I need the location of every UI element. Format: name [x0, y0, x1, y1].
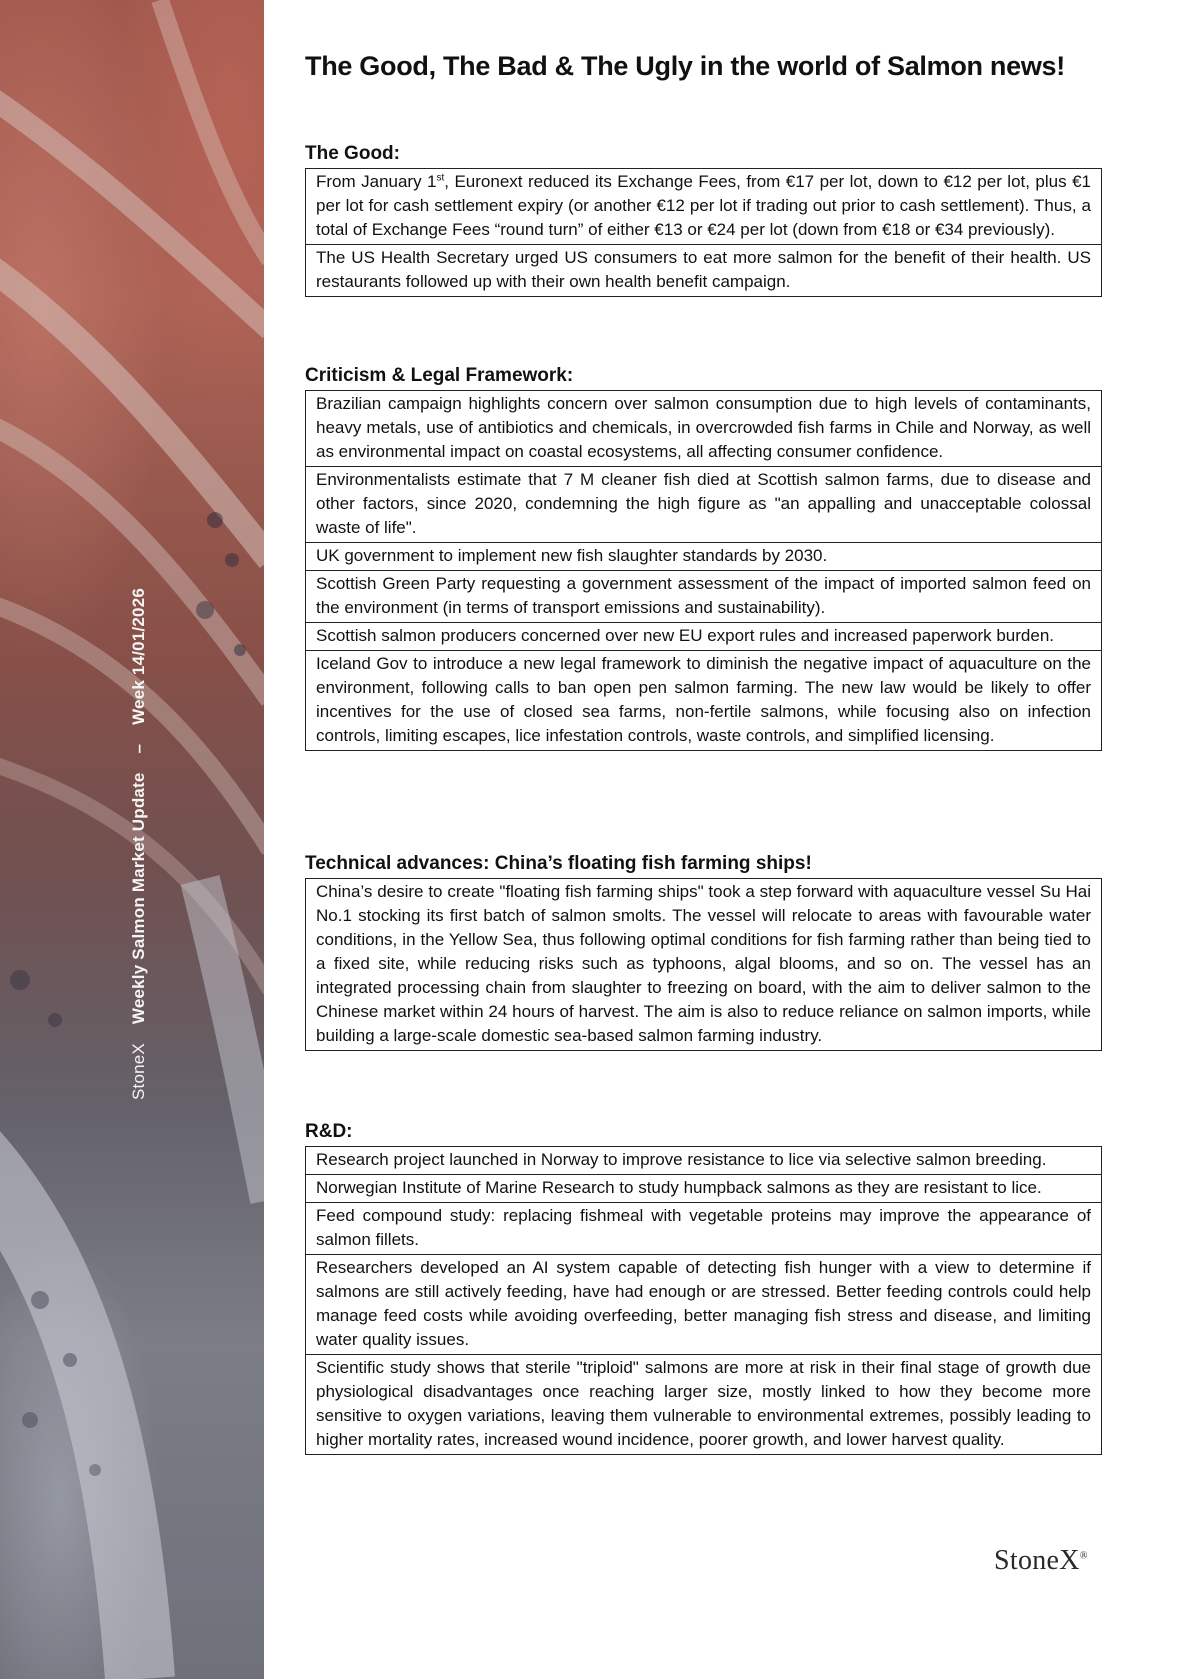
- section-criticism-legal: [305, 364, 1102, 751]
- registered-mark: ®: [1079, 1550, 1088, 1562]
- section-technical-advances: [305, 852, 1102, 1051]
- news-text: From January 1: [316, 171, 437, 191]
- section-table: [305, 168, 1102, 297]
- superscript: st: [436, 172, 445, 184]
- news-item: Brazilian campaign highlights concern over salmon consumption due to high levels of contaminants, heavy metals, use of antibiotics and chemicals, in overcrowded fish farms in Chile and Norway, as well as environmental impact on coastal ecosystems, all affecting consumer confidence.: [306, 391, 1101, 467]
- side-week: Week 14/01/2026: [129, 587, 148, 725]
- news-item: Scientific study shows that sterile "triploid" salmons are more at risk in their final stage of growth due physiological disadvantages once reaching larger size, mostly linked to how they become more sensitive to oxygen variations, leaving them vulnerable to environmental extremes, possibly leading to higher mortality rates, increased wound incidence, poorer growth, and lower harvest quality.: [306, 1355, 1101, 1455]
- section-heading: The Good:: [305, 143, 400, 164]
- page-title: The Good, The Bad & The Ugly in the world of Salmon news!: [305, 51, 1065, 81]
- news-item: UK government to implement new fish slaughter standards by 2030.: [306, 543, 1101, 571]
- news-item: Iceland Gov to introduce a new legal framework to diminish the negative impact of aquaculture on the environment, following calls to ban open pen salmon farming. The new law would be likely to offer incentives for the use of closed sea farms, non-fertile salmons, while focusing also on infection controls, limiting escapes, lice infestation controls, waste controls, and simplified licensing.: [306, 651, 1101, 751]
- news-text: , Euronext reduced its Exchange Fees, from €17 per lot, down to €12 per lot, plus €1 per lot for cash settlement expiry (or another €12 per lot if trading out prior to cash settlement). Thus, a total of Exchange Fees “round turn” of either €13 or €24 per lot (down from €18 or €34 previously).: [316, 171, 1091, 239]
- section-table: [305, 1146, 1102, 1455]
- news-item: Feed compound study: replacing fishmeal with vegetable proteins may improve the appearance of salmon fillets.: [306, 1203, 1101, 1255]
- news-item: China’s desire to create "floating fish farming ships" took a step forward with aquaculture vessel Su Hai No.1 stocking its first batch of salmon smolts. The vessel will relocate to areas with favourable water conditions, in the Yellow Sea, thus following optimal conditions for fish farming rather than being tied to a fixed site, while reducing risks such as typhoons, algal blooms, and so on. The vessel has an integrated processing chain from slaughter to freezing on board, with the aim to deliver salmon to the Chinese market within 24 hours of harvest. The aim is also to reduce reliance on salmon imports, while building a large-scale domestic sea-based salmon farming industry.: [306, 879, 1101, 1051]
- news-item: [306, 169, 1101, 245]
- news-item: The US Health Secretary urged US consumers to eat more salmon for the benefit of their health. US restaurants followed up with their own health benefit campaign.: [306, 245, 1101, 297]
- side-vertical-caption: [129, 588, 149, 1100]
- news-item: Environmentalists estimate that 7 M cleaner fish died at Scottish salmon farms, due to disease and other factors, since 2020, condemning the high figure as "an appalling and unacceptable colossal waste of life".: [306, 467, 1101, 543]
- section-heading: Technical advances: China’s floating fish farming ships!: [305, 853, 812, 874]
- news-item: Research project launched in Norway to improve resistance to lice via selective salmon breeding.: [306, 1147, 1101, 1175]
- section-heading: Criticism & Legal Framework:: [305, 365, 574, 386]
- section-table: [305, 878, 1102, 1051]
- news-item: Researchers developed an AI system capable of detecting fish hunger with a view to determine if salmons are still actively feeding, have had enough or are stressed. Better feeding controls could help manage feed costs while avoiding overfeeding, better managing fish stress and disease, and limiting water quality issues.: [306, 1255, 1101, 1355]
- news-item: Norwegian Institute of Marine Research to study humpback salmons as they are resistant to lice.: [306, 1175, 1101, 1203]
- stonex-logo: [994, 1545, 1088, 1577]
- section-table: [305, 390, 1102, 751]
- side-report-name: Weekly Salmon Market Update: [129, 772, 148, 1025]
- side-decorative-panel: [0, 0, 264, 1679]
- side-brand: StoneX: [129, 1043, 148, 1100]
- section-heading: R&D:: [305, 1121, 353, 1142]
- logo-text: StoneX: [994, 1545, 1080, 1576]
- main-content: [305, 50, 1102, 1449]
- section-the-good: [305, 142, 1102, 297]
- news-item: Scottish salmon producers concerned over new EU export rules and increased paperwork burden.: [306, 623, 1101, 651]
- news-item: Scottish Green Party requesting a government assessment of the impact of imported salmon feed on the environment (in terms of transport emissions and sustainability).: [306, 571, 1101, 623]
- side-separator: –: [129, 743, 148, 754]
- section-r-and-d: [305, 1120, 1102, 1455]
